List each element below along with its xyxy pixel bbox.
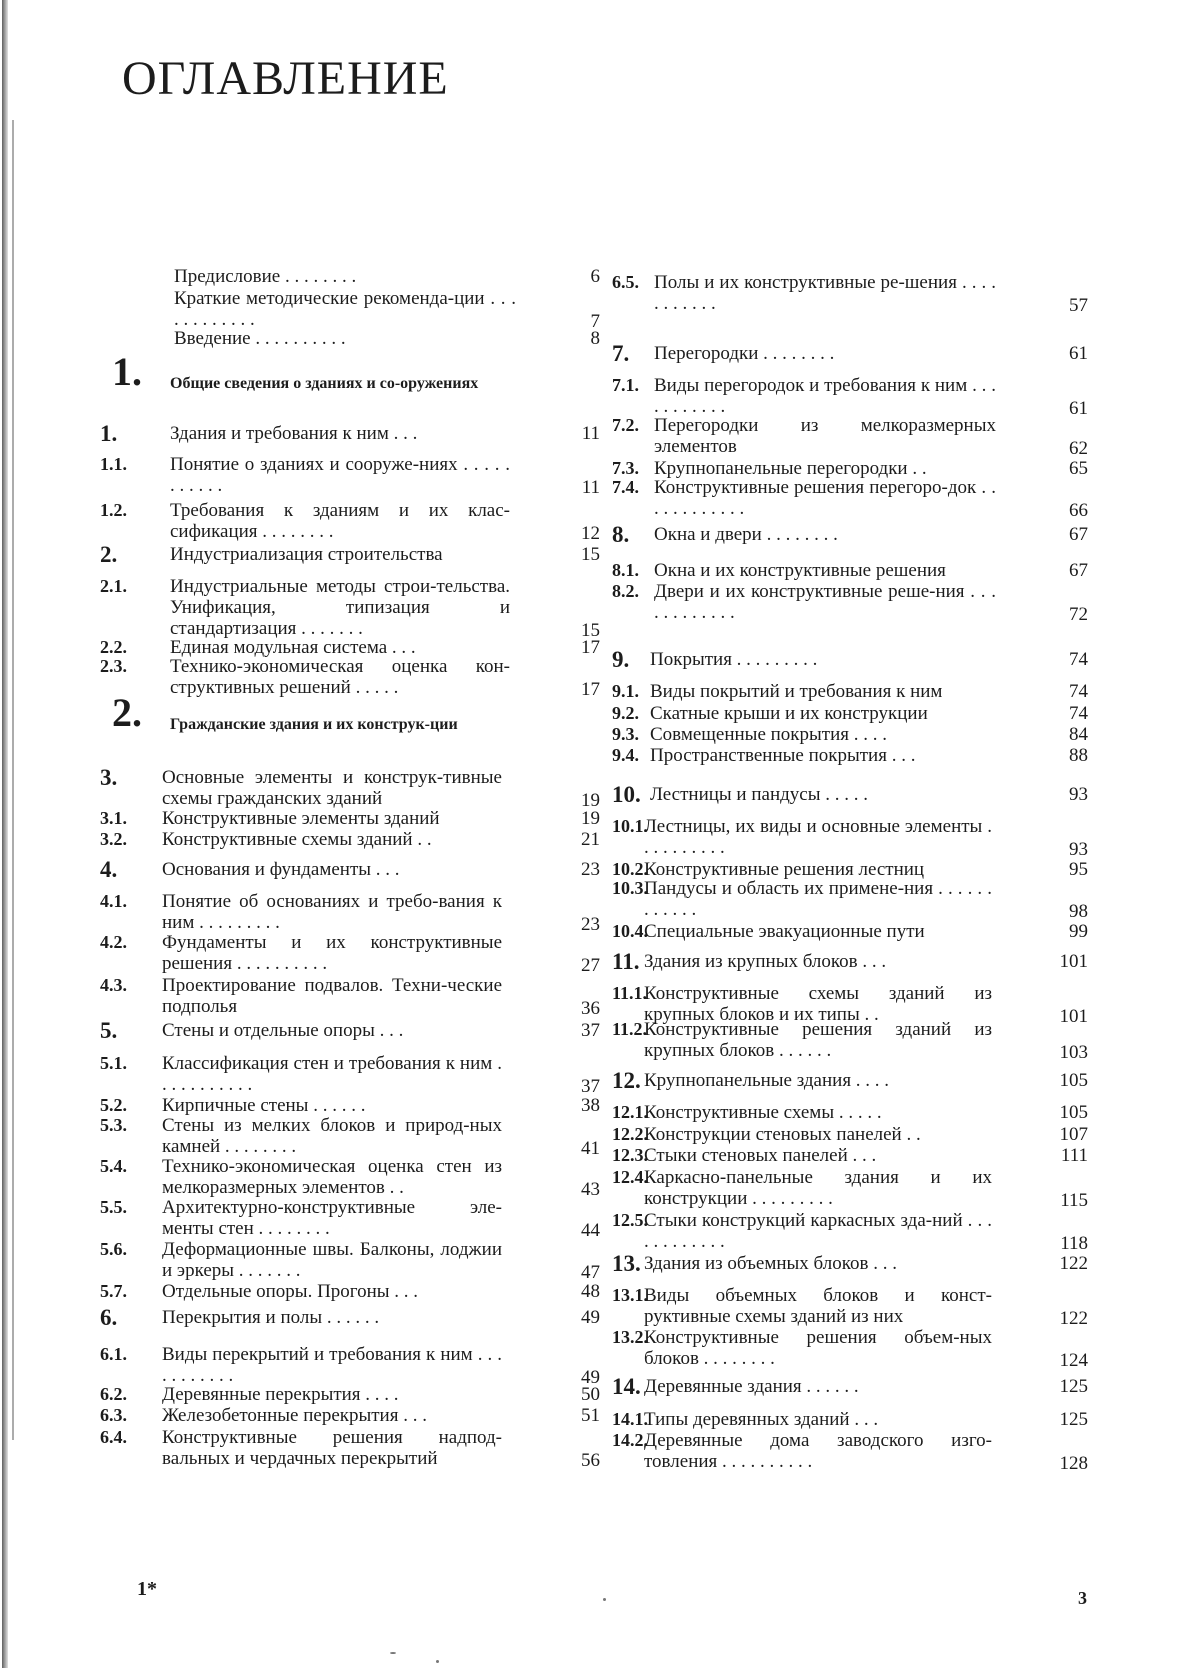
toc-entry-number: 5.4. bbox=[100, 1156, 127, 1176]
toc-entry-page: 8 bbox=[590, 328, 600, 349]
toc-entry-page: 128 bbox=[1059, 1453, 1088, 1474]
toc-entry-title: Конструктивные решения надпод-вальных и чердачных перекрытий bbox=[162, 1427, 502, 1469]
toc-entry-number: 5. bbox=[100, 1018, 118, 1043]
toc-entry-title: Железобетонные перекрытия . . . bbox=[162, 1405, 427, 1426]
toc-entry-page: 50 bbox=[581, 1384, 600, 1405]
toc-entry-page: 43 bbox=[581, 1179, 600, 1200]
toc-entry-page: 105 bbox=[1059, 1070, 1088, 1091]
toc-entry-title: Конструктивные схемы зданий . . bbox=[162, 829, 432, 850]
toc-entry-title: Понятие о зданиях и сооруже-ниях . . . . . . . . . . . bbox=[170, 454, 510, 496]
toc-entry-number: 1. bbox=[112, 349, 142, 394]
toc-entry-title: Конструктивные схемы зданий из крупных блоков и их типы . . bbox=[644, 983, 992, 1025]
page-number: 3 bbox=[1078, 1588, 1087, 1608]
toc-entry-number: 6.3. bbox=[100, 1405, 127, 1425]
toc-entry-title: Виды перегородок и требования к ним . . . . . . . . . . . bbox=[654, 375, 996, 417]
toc-entry-page: 23 bbox=[581, 914, 600, 935]
toc-entry-page: 56 bbox=[581, 1450, 600, 1471]
toc-entry-page: 67 bbox=[1069, 524, 1088, 545]
toc-entry-page: 19 bbox=[581, 790, 600, 811]
toc-entry-title: Гражданские здания и их конструк-ции bbox=[170, 716, 458, 733]
toc-entry-title: Деревянные перекрытия . . . . bbox=[162, 1384, 399, 1405]
toc-entry-page: 51 bbox=[581, 1405, 600, 1426]
toc-entry-title: Окна и двери . . . . . . . . bbox=[654, 524, 838, 545]
toc-entry-page: 101 bbox=[1059, 1006, 1088, 1027]
toc-entry-title: Стены из мелких блоков и природ-ных камней . . . . . . . . bbox=[162, 1115, 502, 1157]
toc-entry-number: 12.1. bbox=[612, 1102, 648, 1122]
toc-entry-number: 9.4. bbox=[612, 745, 639, 765]
toc-entry-title: Конструктивные элементы зданий bbox=[162, 808, 440, 829]
toc-entry-number: 8.2. bbox=[612, 581, 639, 601]
toc-entry-page: 88 bbox=[1069, 745, 1088, 766]
toc-entry-title: Двери и их конструктивные реше-ния . . . . . . . . . . . . bbox=[654, 581, 996, 623]
book-spine-shadow bbox=[2, 0, 8, 1668]
toc-entry-page: 125 bbox=[1059, 1376, 1088, 1397]
toc-entry-title: Стыки стеновых панелей . . . bbox=[644, 1145, 877, 1166]
toc-entry-title: Деревянные дома заводского изго-товления . . . . . . . . . . bbox=[644, 1430, 992, 1472]
toc-entry-title: Архитектурно-конструктивные эле-менты стен . . . . . . . . bbox=[162, 1197, 502, 1239]
toc-entry-number: 5.2. bbox=[100, 1095, 127, 1115]
toc-entry-page: 41 bbox=[581, 1138, 600, 1159]
toc-entry-page: 84 bbox=[1069, 724, 1088, 745]
toc-entry-number: 6.4. bbox=[100, 1427, 127, 1447]
toc-entry-page: 125 bbox=[1059, 1409, 1088, 1430]
toc-entry-page: 38 bbox=[581, 1095, 600, 1116]
toc-entry-title: Перегородки из мелкоразмерных элементов bbox=[654, 415, 996, 457]
toc-entry-title: Перекрытия и полы . . . . . . bbox=[162, 1307, 380, 1328]
toc-entry-title: Проектирование подвалов. Техни-ческие подполья bbox=[162, 975, 502, 1017]
toc-entry-number: 10.2. bbox=[612, 859, 648, 879]
toc-entry-number: 7.1. bbox=[612, 375, 639, 395]
toc-entry-page: 61 bbox=[1069, 398, 1088, 419]
toc-entry-page: 74 bbox=[1069, 649, 1088, 670]
toc-entry-number: 7.4. bbox=[612, 477, 639, 497]
toc-entry-page: 118 bbox=[1060, 1233, 1088, 1254]
signature-mark: 1* bbox=[137, 1578, 157, 1600]
toc-entry-number: 11.1. bbox=[612, 983, 648, 1003]
toc-entry-page: 105 bbox=[1059, 1102, 1088, 1123]
toc-entry-number: 14.2. bbox=[612, 1430, 648, 1450]
toc-entry-title: Деревянные здания . . . . . . bbox=[644, 1376, 859, 1397]
toc-entry-title: Единая модульная система . . . bbox=[170, 637, 416, 658]
toc-entry-page: 74 bbox=[1069, 681, 1088, 702]
toc-entry-page: 47 bbox=[581, 1262, 600, 1283]
toc-entry-title: Пространственные покрытия . . . bbox=[650, 745, 916, 766]
toc-entry-number: 12.4. bbox=[612, 1167, 648, 1187]
toc-entry-title: Виды объемных блоков и конст-руктивные схемы зданий из них bbox=[644, 1285, 992, 1327]
toc-entry-page: 95 bbox=[1069, 859, 1088, 880]
toc-entry-title: Скатные крыши и их конструкции bbox=[650, 703, 928, 724]
toc-entry-title: Технико-экономическая оценка стен из мелкоразмерных элементов . . bbox=[162, 1156, 502, 1198]
toc-entry-number: 13.2. bbox=[612, 1327, 648, 1347]
toc-entry-number: 9.3. bbox=[612, 724, 639, 744]
toc-entry-number: 3.1. bbox=[100, 808, 127, 828]
toc-entry-title: Основные элементы и конструк-тивные схемы гражданских зданий bbox=[162, 767, 502, 809]
toc-entry-number: 1.1. bbox=[100, 454, 127, 474]
toc-entry-number: 2. bbox=[100, 542, 118, 567]
toc-entry-title: Классификация стен и требования к ним . . . . . . . . . . . bbox=[162, 1053, 502, 1095]
scan-speck bbox=[390, 1652, 396, 1654]
toc-entry-page: 99 bbox=[1069, 921, 1088, 942]
toc-entry-number: 5.1. bbox=[100, 1053, 127, 1073]
toc-entry-page: 44 bbox=[581, 1220, 600, 1241]
toc-entry-page: 49 bbox=[581, 1367, 600, 1388]
toc-entry-title: Крупнопанельные здания . . . . bbox=[644, 1070, 890, 1091]
toc-entry-number: 5.5. bbox=[100, 1197, 127, 1217]
toc-entry-page: 17 bbox=[581, 679, 600, 700]
toc-entry-number: 8. bbox=[612, 522, 630, 547]
toc-entry-number: 7. bbox=[612, 341, 630, 366]
toc-entry-number: 1.2. bbox=[100, 500, 127, 520]
toc-entry-page: 93 bbox=[1069, 784, 1088, 805]
toc-entry-page: 103 bbox=[1059, 1042, 1088, 1063]
toc-entry-page: 61 bbox=[1069, 343, 1088, 364]
toc-entry-title: Перегородки . . . . . . . . bbox=[654, 343, 835, 364]
toc-entry-page: 57 bbox=[1069, 295, 1088, 316]
toc-entry-number: 9.1. bbox=[612, 681, 639, 701]
toc-entry-number: 6. bbox=[100, 1305, 118, 1330]
toc-entry-number: 4.2. bbox=[100, 932, 127, 952]
toc-entry-number: 9.2. bbox=[612, 703, 639, 723]
toc-entry-title: Окна и их конструктивные решения bbox=[654, 560, 946, 581]
toc-entry-title: Совмещенные покрытия . . . . bbox=[650, 724, 887, 745]
toc-entry-title: Индустриализация строительства bbox=[170, 544, 443, 565]
toc-entry-page: 21 bbox=[581, 829, 600, 850]
toc-entry-page: 122 bbox=[1059, 1308, 1088, 1329]
toc-entry-page: 101 bbox=[1059, 951, 1088, 972]
toc-entry-title: Виды покрытий и требования к ним bbox=[650, 681, 943, 702]
toc-entry-title: Лестницы и пандусы . . . . . bbox=[650, 784, 868, 805]
toc-entry-page: 67 bbox=[1069, 560, 1088, 581]
book-spine-edge bbox=[12, 120, 14, 1440]
toc-entry-title: Конструктивные решения зданий из крупных блоков . . . . . . bbox=[644, 1019, 992, 1061]
toc-entry-number: 13. bbox=[612, 1251, 641, 1276]
toc-entry-number: 10. bbox=[612, 782, 641, 807]
toc-entry-number: 12.5. bbox=[612, 1210, 648, 1230]
toc-entry-number: 7.3. bbox=[612, 458, 639, 478]
toc-entry-title: Полы и их конструктивные ре-шения . . . . . . . . . . . bbox=[654, 272, 996, 314]
toc-entry-page: 6 bbox=[590, 266, 600, 287]
toc-entry-number: 7.2. bbox=[612, 415, 639, 435]
toc-entry-number: 5.7. bbox=[100, 1281, 127, 1301]
toc-entry-number: 13.1. bbox=[612, 1285, 648, 1305]
toc-entry-page: 66 bbox=[1069, 500, 1088, 521]
toc-entry-page: 19 bbox=[581, 808, 600, 829]
toc-entry-number: 14. bbox=[612, 1374, 641, 1399]
toc-entry-number: 2. bbox=[112, 690, 142, 735]
toc-entry-title: Лестницы, их виды и основные элементы . . . . . . . . . . bbox=[644, 816, 992, 858]
toc-entry-number: 2.2. bbox=[100, 637, 127, 657]
toc-entry-title: Введение . . . . . . . . . . bbox=[174, 328, 346, 349]
toc-entry-page: 98 bbox=[1069, 901, 1088, 922]
toc-entry-number: 10.1. bbox=[612, 816, 648, 836]
page-title: ОГЛАВЛЕНИЕ bbox=[122, 52, 449, 105]
toc-entry-title: Технико-экономическая оценка кон-структивных решений . . . . . bbox=[170, 656, 510, 698]
toc-entry-page: 107 bbox=[1059, 1124, 1088, 1145]
toc-entry-title: Здания и требования к ним . . . bbox=[170, 423, 418, 444]
toc-entry-number: 1. bbox=[100, 421, 118, 446]
toc-entry-number: 14.1. bbox=[612, 1409, 648, 1429]
toc-entry-title: Конструктивные решения объем-ных блоков . . . . . . . . bbox=[644, 1327, 992, 1369]
toc-entry-title: Крупнопанельные перегородки . . bbox=[654, 458, 927, 479]
toc-entry-page: 27 bbox=[581, 955, 600, 976]
toc-entry-number: 4. bbox=[100, 857, 118, 882]
toc-entry-number: 2.1. bbox=[100, 576, 127, 596]
scan-speck bbox=[603, 1598, 606, 1601]
toc-entry-number: 6.1. bbox=[100, 1344, 127, 1364]
toc-entry-title: Конструктивные решения перегоро-док . . . . . . . . . . . . bbox=[654, 477, 996, 519]
toc-entry-title: Типы деревянных зданий . . . bbox=[644, 1409, 879, 1430]
toc-entry-page: 11 bbox=[581, 477, 600, 498]
toc-entry-number: 2.3. bbox=[100, 656, 127, 676]
toc-entry-number: 10.3. bbox=[612, 878, 648, 898]
toc-entry-title: Здания из объемных блоков . . . bbox=[644, 1253, 897, 1274]
toc-entry-number: 8.1. bbox=[612, 560, 639, 580]
toc-entry-title: Индустриальные методы строи-тельства. Унификация, типизация и стандартизация . . . . . . . bbox=[170, 576, 510, 639]
toc-entry-page: 74 bbox=[1069, 703, 1088, 724]
toc-entry-page: 15 bbox=[581, 620, 600, 641]
toc-entry-page: 65 bbox=[1069, 458, 1088, 479]
toc-entry-page: 17 bbox=[581, 637, 600, 658]
toc-entry-number: 9. bbox=[612, 647, 630, 672]
toc-entry-number: 12. bbox=[612, 1068, 641, 1093]
toc-entry-number: 5.6. bbox=[100, 1239, 127, 1259]
toc-entry-number: 6.5. bbox=[612, 272, 639, 292]
toc-entry-page: 93 bbox=[1069, 839, 1088, 860]
toc-entry-title: Предисловие . . . . . . . . bbox=[174, 266, 357, 287]
toc-entry-title: Каркасно-панельные здания и их конструкции . . . . . . . . . bbox=[644, 1167, 992, 1209]
toc-entry-title: Отдельные опоры. Прогоны . . . bbox=[162, 1281, 419, 1302]
toc-entry-title: Кирпичные стены . . . . . . bbox=[162, 1095, 366, 1116]
toc-entry-title: Фундаменты и их конструктивные решения . . . . . . . . . . bbox=[162, 932, 502, 974]
toc-entry-page: 48 bbox=[581, 1281, 600, 1302]
toc-entry-page: 111 bbox=[1060, 1145, 1088, 1166]
toc-entry-title: Покрытия . . . . . . . . . bbox=[650, 649, 818, 670]
toc-entry-title: Конструктивные решения лестниц bbox=[644, 859, 925, 880]
toc-entry-number: 5.3. bbox=[100, 1115, 127, 1135]
toc-entry-number: 12.2. bbox=[612, 1124, 648, 1144]
toc-entry-title: Специальные эвакуационные пути bbox=[644, 921, 925, 942]
scan-speck bbox=[436, 1660, 439, 1663]
toc-entry-page: 7 bbox=[590, 311, 600, 332]
toc-entry-number: 11.2. bbox=[612, 1019, 648, 1039]
toc-entry-number: 4.3. bbox=[100, 975, 127, 995]
toc-entry-page: 12 bbox=[581, 523, 600, 544]
toc-entry-title: Основания и фундаменты . . . bbox=[162, 859, 400, 880]
toc-entry-title: Здания из крупных блоков . . . bbox=[644, 951, 887, 972]
toc-entry-page: 15 bbox=[581, 544, 600, 565]
toc-entry-page: 122 bbox=[1059, 1253, 1088, 1274]
toc-entry-number: 6.2. bbox=[100, 1384, 127, 1404]
toc-entry-number: 11. bbox=[612, 949, 640, 974]
toc-entry-page: 124 bbox=[1059, 1350, 1088, 1371]
toc-entry-page: 37 bbox=[581, 1020, 600, 1041]
toc-entry-number: 12.3. bbox=[612, 1145, 648, 1165]
toc-entry-number: 10.4. bbox=[612, 921, 648, 941]
toc-entry-title: Виды перекрытий и требования к ним . . . . . . . . . . . bbox=[162, 1344, 502, 1386]
toc-entry-page: 36 bbox=[581, 998, 600, 1019]
toc-entry-page: 11 bbox=[581, 423, 600, 444]
toc-entry-title: Стыки конструкций каркасных зда-ний . . . . . . . . . . . . bbox=[644, 1210, 992, 1252]
toc-entry-title: Конструкции стеновых панелей . . bbox=[644, 1124, 921, 1145]
toc-entry-title: Понятие об основаниях и требо-вания к ним . . . . . . . . . bbox=[162, 891, 502, 933]
toc-entry-title: Краткие методические рекоменда-ции . . . . . . . . . . . . bbox=[174, 288, 516, 330]
toc-entry-page: 62 bbox=[1069, 438, 1088, 459]
toc-entry-page: 49 bbox=[581, 1307, 600, 1328]
toc-entry-title: Конструктивные схемы . . . . . bbox=[644, 1102, 882, 1123]
toc-entry-page: 72 bbox=[1069, 604, 1088, 625]
toc-entry-title: Деформационные швы. Балконы, лоджии и эркеры . . . . . . . bbox=[162, 1239, 502, 1281]
toc-entry-title: Требования к зданиям и их клас-сификация . . . . . . . . bbox=[170, 500, 510, 542]
toc-entry-title: Стены и отдельные опоры . . . bbox=[162, 1020, 404, 1041]
toc-entry-number: 3. bbox=[100, 765, 118, 790]
toc-entry-number: 4.1. bbox=[100, 891, 127, 911]
toc-entry-title: Пандусы и область их примене-ния . . . . . . . . . . . . bbox=[644, 878, 992, 920]
toc-entry-number: 3.2. bbox=[100, 829, 127, 849]
toc-entry-page: 37 bbox=[581, 1076, 600, 1097]
toc-entry-page: 23 bbox=[581, 859, 600, 880]
toc-entry-page: 115 bbox=[1060, 1190, 1088, 1211]
toc-entry-title: Общие сведения о зданиях и со-оружениях bbox=[170, 375, 479, 392]
